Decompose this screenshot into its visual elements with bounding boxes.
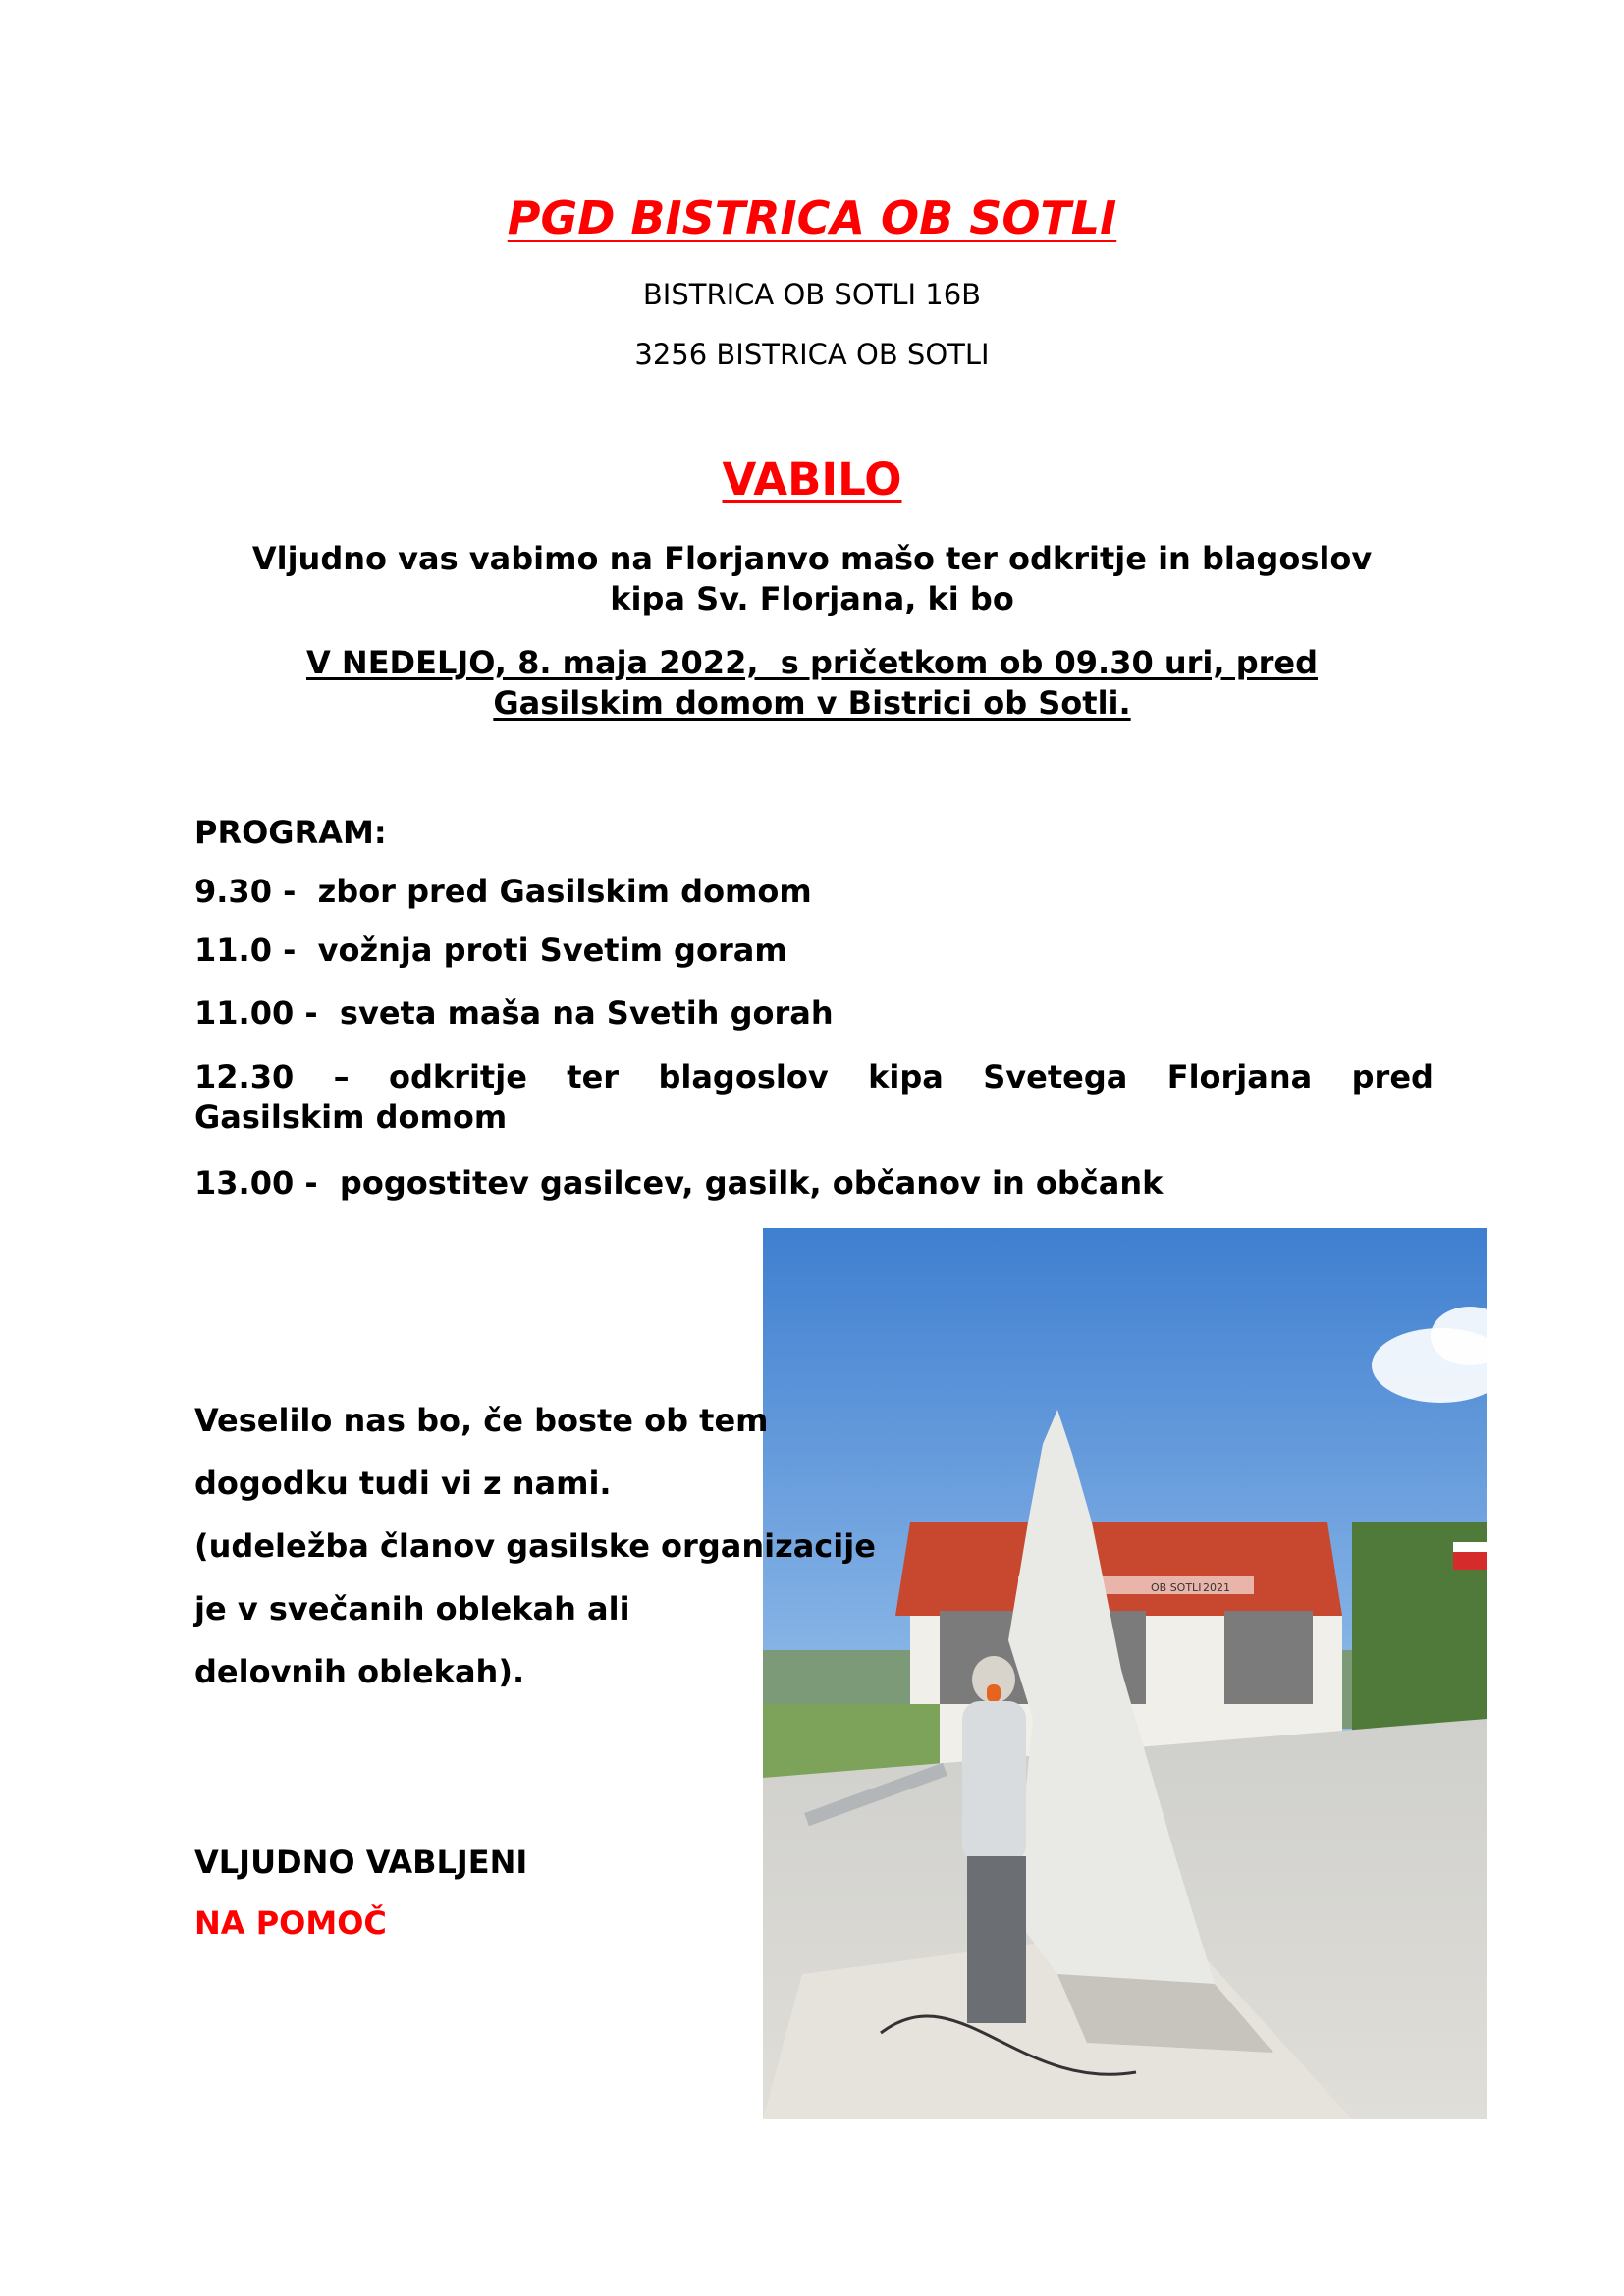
invitation-intro-line-2: kipa Sv. Florjana, ki bo bbox=[610, 580, 1014, 617]
program-item-4-word: blagoslov bbox=[658, 1058, 829, 1095]
program-item-4-word: Svetega bbox=[983, 1058, 1128, 1095]
invitation-intro bbox=[0, 539, 1624, 619]
invitation-heading: VABILO bbox=[722, 454, 902, 506]
organization-title: PGD BISTRICA OB SOTLI bbox=[507, 191, 1117, 244]
program-item-4-word: 12.30 bbox=[194, 1058, 295, 1095]
program-heading: PROGRAM: bbox=[194, 814, 387, 851]
closing-line-3: (udeležba članov gasilske organizacije bbox=[194, 1527, 876, 1565]
statue-photo bbox=[763, 1228, 1487, 2119]
program-item-4 bbox=[194, 1057, 1434, 1138]
garage-door bbox=[1224, 1611, 1313, 1704]
program-item-4-word: – bbox=[333, 1058, 350, 1095]
closing-regards: VLJUDNO VABLJENI bbox=[194, 1843, 528, 1881]
program-item-4-word: odkritje bbox=[389, 1058, 527, 1095]
building-sign-year-right: 2021 bbox=[1203, 1581, 1230, 1594]
program-item-4-line-2: Gasilskim domom bbox=[194, 1098, 508, 1136]
program-item-4-word: Florjana bbox=[1166, 1058, 1313, 1095]
program-item-1: 9.30 - zbor pred Gasilskim domom bbox=[194, 873, 812, 910]
program-item-5: 13.00 - pogostitev gasilcev, gasilk, občanov in občank bbox=[194, 1164, 1164, 1201]
program-item-4-word: pred bbox=[1351, 1058, 1434, 1095]
worker-legs bbox=[967, 1856, 1026, 2023]
closing-line-5: delovnih oblekah). bbox=[194, 1653, 525, 1690]
program-item-4-word: ter bbox=[567, 1058, 620, 1095]
worker-ear-protection bbox=[987, 1684, 1001, 1702]
building-roof bbox=[895, 1522, 1342, 1616]
closing-line-2: dogodku tudi vi z nami. bbox=[194, 1465, 612, 1502]
worker-body bbox=[962, 1701, 1026, 1863]
event-date-line-1: V NEDELJO, 8. maja 2022, s pričetkom ob 09.30 uri, pred bbox=[306, 644, 1318, 681]
program-item-3: 11.00 - sveta maša na Svetih gorah bbox=[194, 994, 834, 1032]
building-sign-text: OB SOTLI bbox=[1151, 1581, 1202, 1594]
closing-greeting: NA POMOČ bbox=[194, 1904, 387, 1942]
address-line-1: BISTRICA OB SOTLI 16B bbox=[642, 278, 982, 311]
program-item-2: 11.0 - vožnja proti Svetim goram bbox=[194, 932, 787, 969]
program-item-4-word: kipa bbox=[868, 1058, 944, 1095]
closing-line-1: Veselilo nas bo, če boste ob tem bbox=[194, 1402, 769, 1439]
invitation-intro-line-1: Vljudno vas vabimo na Florjanvo mašo ter odkritje in blagoslov bbox=[251, 540, 1373, 577]
program-item-4-line-1 bbox=[194, 1057, 1434, 1097]
event-date-line-2: Gasilskim domom v Bistrici ob Sotli. bbox=[493, 684, 1131, 721]
closing-line-4: je v svečanih oblekah ali bbox=[194, 1590, 630, 1628]
event-date-time bbox=[0, 643, 1624, 723]
address-line-2: 3256 BISTRICA OB SOTLI bbox=[634, 338, 990, 371]
flag-band bbox=[1453, 1542, 1487, 1552]
